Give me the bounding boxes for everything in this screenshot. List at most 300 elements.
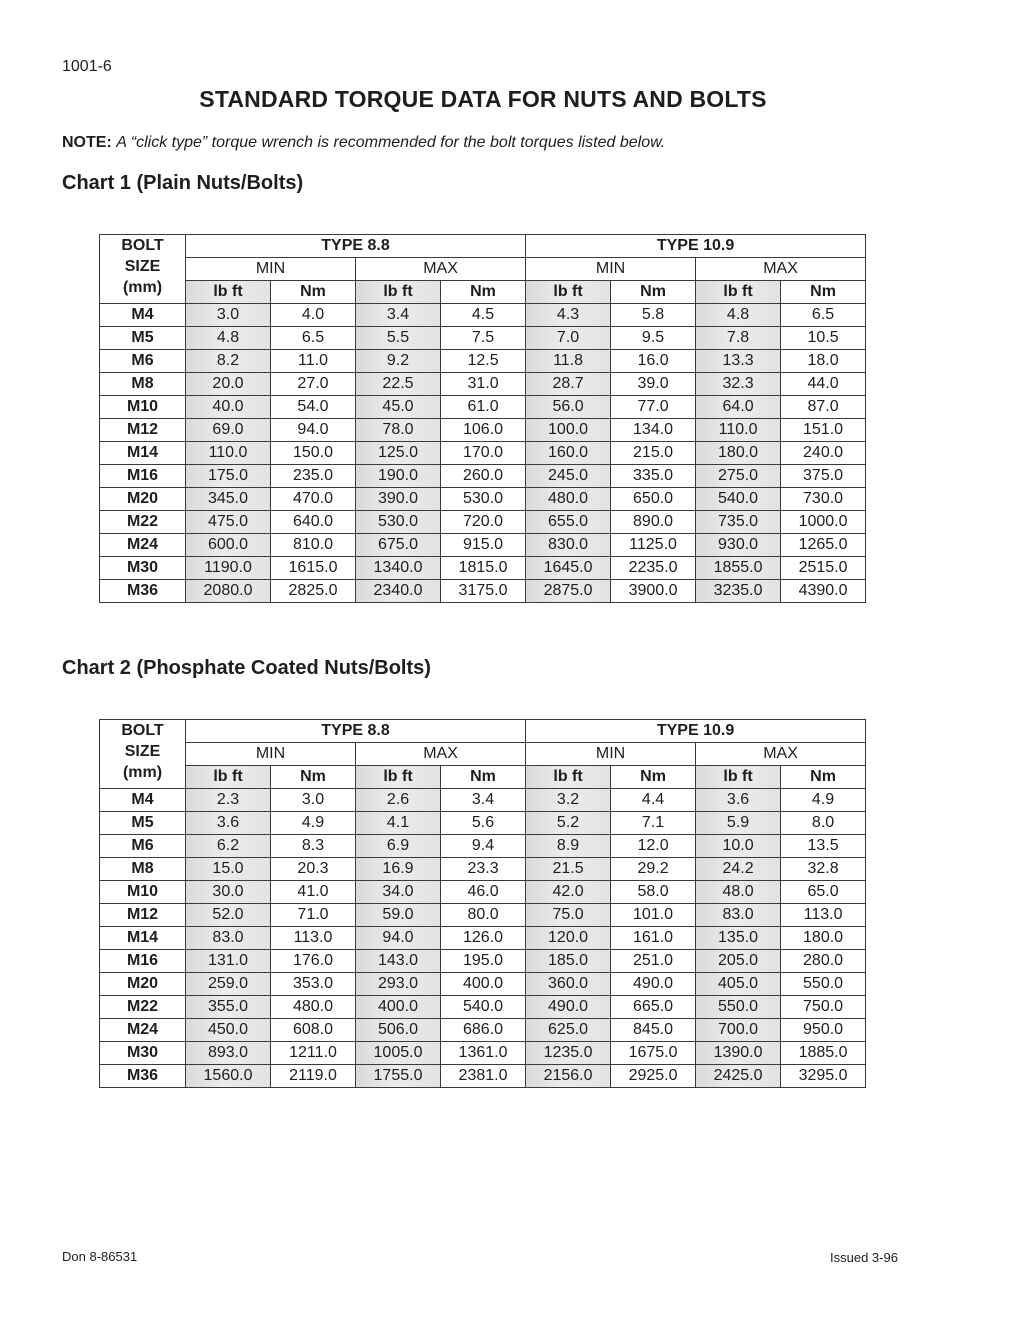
table-row: [100, 858, 866, 881]
table-row: [100, 350, 866, 373]
min-nm-10-9-cell: 490.0: [611, 973, 696, 996]
max-lbft-10-9-cell: 550.0: [696, 996, 781, 1019]
min-nm-8-8-cell: 11.0: [271, 350, 356, 373]
note-label: NOTE:: [62, 134, 112, 151]
max-lbft-8-8-cell: 2.6: [356, 789, 441, 812]
max-lbft-8-8-cell: 3.4: [356, 304, 441, 327]
lbft-header: lb ft: [356, 766, 441, 789]
size-header-line: SIZE: [124, 258, 161, 275]
max-nm-10-9-cell: 1000.0: [781, 511, 866, 534]
max-lbft-10-9-cell: 930.0: [696, 534, 781, 557]
table-row: [100, 396, 866, 419]
max-nm-8-8-cell: 686.0: [441, 1019, 526, 1042]
max-nm-8-8-cell: 530.0: [441, 488, 526, 511]
bolt-size-cell: M5: [100, 327, 186, 350]
lbft-header: lb ft: [696, 281, 781, 304]
table-row: [100, 534, 866, 557]
max-nm-8-8-cell: 540.0: [441, 996, 526, 1019]
max-lbft-8-8-cell: 190.0: [356, 465, 441, 488]
min-nm-8-8-cell: 27.0: [271, 373, 356, 396]
min-nm-8-8-cell: 41.0: [271, 881, 356, 904]
bolt-size-cell: M14: [100, 927, 186, 950]
max-nm-10-9-cell: 280.0: [781, 950, 866, 973]
bolt-size-cell: M12: [100, 419, 186, 442]
min-nm-8-8-cell: 1615.0: [271, 557, 356, 580]
max-lbft-10-9-cell: 205.0: [696, 950, 781, 973]
max-nm-10-9-cell: 113.0: [781, 904, 866, 927]
min-nm-10-9-cell: 1675.0: [611, 1042, 696, 1065]
type-8-8-header: TYPE 8.8: [186, 235, 526, 258]
table-row: [100, 304, 866, 327]
max-lbft-10-9-cell: 13.3: [696, 350, 781, 373]
min-lbft-8-8-cell: 15.0: [186, 858, 271, 881]
table-row: [100, 1042, 866, 1065]
min-lbft-8-8-cell: 355.0: [186, 996, 271, 1019]
max-nm-8-8-cell: 4.5: [441, 304, 526, 327]
max-header: MAX: [356, 258, 526, 281]
max-lbft-8-8-cell: 6.9: [356, 835, 441, 858]
bolt-size-cell: M8: [100, 373, 186, 396]
min-lbft-10-9-cell: 1645.0: [526, 557, 611, 580]
min-lbft-8-8-cell: 1190.0: [186, 557, 271, 580]
table-row: [100, 488, 866, 511]
table-row: [100, 812, 866, 835]
min-nm-10-9-cell: 845.0: [611, 1019, 696, 1042]
max-lbft-8-8-cell: 5.5: [356, 327, 441, 350]
max-lbft-10-9-cell: 48.0: [696, 881, 781, 904]
lbft-header: lb ft: [526, 281, 611, 304]
max-nm-10-9-cell: 18.0: [781, 350, 866, 373]
max-nm-10-9-cell: 4390.0: [781, 580, 866, 603]
min-lbft-10-9-cell: 655.0: [526, 511, 611, 534]
lbft-header: lb ft: [696, 766, 781, 789]
min-nm-10-9-cell: 2235.0: [611, 557, 696, 580]
min-nm-10-9-cell: 3900.0: [611, 580, 696, 603]
min-lbft-10-9-cell: 8.9: [526, 835, 611, 858]
max-nm-10-9-cell: 6.5: [781, 304, 866, 327]
min-lbft-10-9-cell: 490.0: [526, 996, 611, 1019]
max-nm-8-8-cell: 1361.0: [441, 1042, 526, 1065]
min-lbft-10-9-cell: 7.0: [526, 327, 611, 350]
table-row: [100, 789, 866, 812]
table-row: [100, 881, 866, 904]
min-nm-10-9-cell: 890.0: [611, 511, 696, 534]
min-lbft-8-8-cell: 110.0: [186, 442, 271, 465]
min-nm-8-8-cell: 235.0: [271, 465, 356, 488]
max-lbft-10-9-cell: 7.8: [696, 327, 781, 350]
min-lbft-8-8-cell: 600.0: [186, 534, 271, 557]
min-nm-8-8-cell: 810.0: [271, 534, 356, 557]
type-8-8-header: TYPE 8.8: [186, 720, 526, 743]
min-nm-8-8-cell: 470.0: [271, 488, 356, 511]
chart-2-table: [99, 719, 866, 1088]
chart-1-table: [99, 234, 866, 603]
max-lbft-10-9-cell: 32.3: [696, 373, 781, 396]
page-number: 1001-6: [62, 58, 112, 75]
max-nm-8-8-cell: 3175.0: [441, 580, 526, 603]
size-header-line: SIZE: [124, 743, 161, 760]
table-row: [100, 465, 866, 488]
min-lbft-10-9-cell: 5.2: [526, 812, 611, 835]
max-nm-10-9-cell: 730.0: [781, 488, 866, 511]
footer-document-number: Don 8-86531: [62, 1249, 138, 1264]
table-row: [100, 950, 866, 973]
max-nm-10-9-cell: 2515.0: [781, 557, 866, 580]
max-nm-10-9-cell: 1885.0: [781, 1042, 866, 1065]
max-nm-8-8-cell: 915.0: [441, 534, 526, 557]
table-row: [100, 442, 866, 465]
min-nm-8-8-cell: 608.0: [271, 1019, 356, 1042]
max-lbft-10-9-cell: 10.0: [696, 835, 781, 858]
min-nm-10-9-cell: 215.0: [611, 442, 696, 465]
max-lbft-10-9-cell: 24.2: [696, 858, 781, 881]
max-nm-10-9-cell: 65.0: [781, 881, 866, 904]
min-lbft-10-9-cell: 160.0: [526, 442, 611, 465]
table-row: [100, 580, 866, 603]
bolt-size-cell: M5: [100, 812, 186, 835]
min-lbft-8-8-cell: 2.3: [186, 789, 271, 812]
nm-header: Nm: [271, 766, 356, 789]
bolt-size-cell: M6: [100, 350, 186, 373]
max-lbft-8-8-cell: 1340.0: [356, 557, 441, 580]
max-lbft-8-8-cell: 400.0: [356, 996, 441, 1019]
max-nm-10-9-cell: 4.9: [781, 789, 866, 812]
min-lbft-8-8-cell: 893.0: [186, 1042, 271, 1065]
max-nm-8-8-cell: 23.3: [441, 858, 526, 881]
bolt-size-cell: M6: [100, 835, 186, 858]
min-nm-8-8-cell: 2119.0: [271, 1065, 356, 1088]
bolt-header-line: BOLT: [121, 722, 164, 739]
bolt-header-line: BOLT: [121, 237, 164, 254]
min-nm-10-9-cell: 7.1: [611, 812, 696, 835]
min-lbft-8-8-cell: 2080.0: [186, 580, 271, 603]
min-lbft-10-9-cell: 11.8: [526, 350, 611, 373]
max-lbft-10-9-cell: 4.8: [696, 304, 781, 327]
max-nm-10-9-cell: 375.0: [781, 465, 866, 488]
min-lbft-8-8-cell: 83.0: [186, 927, 271, 950]
table-row: [100, 1019, 866, 1042]
min-lbft-8-8-cell: 8.2: [186, 350, 271, 373]
bolt-size-header: [100, 720, 186, 789]
min-lbft-8-8-cell: 131.0: [186, 950, 271, 973]
min-nm-8-8-cell: 20.3: [271, 858, 356, 881]
max-lbft-8-8-cell: 22.5: [356, 373, 441, 396]
max-nm-10-9-cell: 180.0: [781, 927, 866, 950]
bolt-size-cell: M22: [100, 996, 186, 1019]
min-nm-10-9-cell: 4.4: [611, 789, 696, 812]
min-nm-10-9-cell: 39.0: [611, 373, 696, 396]
max-lbft-10-9-cell: 3.6: [696, 789, 781, 812]
min-nm-10-9-cell: 161.0: [611, 927, 696, 950]
min-nm-8-8-cell: 4.9: [271, 812, 356, 835]
min-nm-8-8-cell: 353.0: [271, 973, 356, 996]
min-lbft-8-8-cell: 20.0: [186, 373, 271, 396]
max-lbft-8-8-cell: 94.0: [356, 927, 441, 950]
nm-header: Nm: [611, 281, 696, 304]
max-lbft-10-9-cell: 1390.0: [696, 1042, 781, 1065]
page-title: STANDARD TORQUE DATA FOR NUTS AND BOLTS: [199, 86, 767, 112]
chart-2-title: Chart 2 (Phosphate Coated Nuts/Bolts): [62, 657, 431, 679]
bolt-size-cell: M14: [100, 442, 186, 465]
table-row: [100, 996, 866, 1019]
nm-header: Nm: [441, 766, 526, 789]
min-nm-8-8-cell: 640.0: [271, 511, 356, 534]
bolt-size-cell: M4: [100, 304, 186, 327]
max-nm-8-8-cell: 2381.0: [441, 1065, 526, 1088]
min-nm-10-9-cell: 16.0: [611, 350, 696, 373]
max-lbft-10-9-cell: 735.0: [696, 511, 781, 534]
table-row: [100, 327, 866, 350]
min-lbft-10-9-cell: 245.0: [526, 465, 611, 488]
max-nm-8-8-cell: 400.0: [441, 973, 526, 996]
max-lbft-10-9-cell: 110.0: [696, 419, 781, 442]
max-lbft-8-8-cell: 4.1: [356, 812, 441, 835]
min-nm-10-9-cell: 251.0: [611, 950, 696, 973]
min-nm-10-9-cell: 650.0: [611, 488, 696, 511]
max-nm-8-8-cell: 1815.0: [441, 557, 526, 580]
min-nm-10-9-cell: 134.0: [611, 419, 696, 442]
bolt-size-cell: M16: [100, 950, 186, 973]
max-nm-10-9-cell: 240.0: [781, 442, 866, 465]
min-lbft-8-8-cell: 259.0: [186, 973, 271, 996]
min-nm-8-8-cell: 4.0: [271, 304, 356, 327]
min-header: MIN: [526, 258, 696, 281]
min-nm-10-9-cell: 12.0: [611, 835, 696, 858]
min-nm-8-8-cell: 150.0: [271, 442, 356, 465]
min-lbft-10-9-cell: 75.0: [526, 904, 611, 927]
bolt-size-cell: M36: [100, 580, 186, 603]
max-header: MAX: [356, 743, 526, 766]
max-nm-8-8-cell: 3.4: [441, 789, 526, 812]
min-nm-10-9-cell: 2925.0: [611, 1065, 696, 1088]
footer-issue-date: Issued 3-96: [830, 1250, 898, 1265]
min-nm-8-8-cell: 8.3: [271, 835, 356, 858]
min-lbft-10-9-cell: 56.0: [526, 396, 611, 419]
max-nm-10-9-cell: 3295.0: [781, 1065, 866, 1088]
max-lbft-8-8-cell: 78.0: [356, 419, 441, 442]
max-nm-10-9-cell: 10.5: [781, 327, 866, 350]
note-text: A “click type” torque wrench is recommended for the bolt torques listed below.: [116, 134, 666, 151]
min-nm-10-9-cell: 101.0: [611, 904, 696, 927]
max-lbft-8-8-cell: 9.2: [356, 350, 441, 373]
max-lbft-8-8-cell: 1005.0: [356, 1042, 441, 1065]
min-nm-8-8-cell: 6.5: [271, 327, 356, 350]
min-lbft-8-8-cell: 69.0: [186, 419, 271, 442]
max-lbft-10-9-cell: 180.0: [696, 442, 781, 465]
max-header: MAX: [696, 743, 866, 766]
max-nm-8-8-cell: 170.0: [441, 442, 526, 465]
min-nm-8-8-cell: 480.0: [271, 996, 356, 1019]
bolt-size-cell: M24: [100, 1019, 186, 1042]
nm-header: Nm: [781, 281, 866, 304]
min-lbft-10-9-cell: 4.3: [526, 304, 611, 327]
bolt-size-cell: M10: [100, 396, 186, 419]
min-lbft-8-8-cell: 450.0: [186, 1019, 271, 1042]
table-row: [100, 419, 866, 442]
min-lbft-10-9-cell: 2875.0: [526, 580, 611, 603]
max-nm-8-8-cell: 7.5: [441, 327, 526, 350]
table-row: [100, 511, 866, 534]
min-lbft-8-8-cell: 52.0: [186, 904, 271, 927]
max-nm-10-9-cell: 8.0: [781, 812, 866, 835]
bolt-size-cell: M4: [100, 789, 186, 812]
min-lbft-10-9-cell: 28.7: [526, 373, 611, 396]
min-lbft-8-8-cell: 3.0: [186, 304, 271, 327]
max-nm-8-8-cell: 126.0: [441, 927, 526, 950]
max-lbft-10-9-cell: 2425.0: [696, 1065, 781, 1088]
bolt-size-cell: M20: [100, 488, 186, 511]
min-header: MIN: [526, 743, 696, 766]
bolt-size-cell: M24: [100, 534, 186, 557]
max-lbft-10-9-cell: 700.0: [696, 1019, 781, 1042]
max-lbft-8-8-cell: 530.0: [356, 511, 441, 534]
max-nm-10-9-cell: 550.0: [781, 973, 866, 996]
chart-1-title: Chart 1 (Plain Nuts/Bolts): [62, 172, 304, 194]
max-lbft-8-8-cell: 1755.0: [356, 1065, 441, 1088]
min-nm-10-9-cell: 1125.0: [611, 534, 696, 557]
nm-header: Nm: [441, 281, 526, 304]
min-nm-10-9-cell: 58.0: [611, 881, 696, 904]
bolt-size-cell: M36: [100, 1065, 186, 1088]
table-row: [100, 973, 866, 996]
min-nm-8-8-cell: 176.0: [271, 950, 356, 973]
min-lbft-8-8-cell: 1560.0: [186, 1065, 271, 1088]
min-lbft-10-9-cell: 2156.0: [526, 1065, 611, 1088]
min-lbft-8-8-cell: 30.0: [186, 881, 271, 904]
type-10-9-header: TYPE 10.9: [526, 235, 866, 258]
lbft-header: lb ft: [356, 281, 441, 304]
max-lbft-10-9-cell: 3235.0: [696, 580, 781, 603]
mm-header-line: (mm): [122, 279, 163, 296]
max-header: MAX: [696, 258, 866, 281]
bolt-size-cell: M30: [100, 1042, 186, 1065]
min-nm-8-8-cell: 2825.0: [271, 580, 356, 603]
max-nm-8-8-cell: 80.0: [441, 904, 526, 927]
max-nm-10-9-cell: 13.5: [781, 835, 866, 858]
bolt-size-cell: M22: [100, 511, 186, 534]
max-lbft-10-9-cell: 275.0: [696, 465, 781, 488]
max-nm-8-8-cell: 260.0: [441, 465, 526, 488]
max-lbft-10-9-cell: 135.0: [696, 927, 781, 950]
min-nm-10-9-cell: 29.2: [611, 858, 696, 881]
max-lbft-8-8-cell: 34.0: [356, 881, 441, 904]
bolt-size-cell: M8: [100, 858, 186, 881]
nm-header: Nm: [271, 281, 356, 304]
min-nm-8-8-cell: 3.0: [271, 789, 356, 812]
min-header: MIN: [186, 258, 356, 281]
max-lbft-8-8-cell: 125.0: [356, 442, 441, 465]
min-lbft-8-8-cell: 345.0: [186, 488, 271, 511]
max-nm-10-9-cell: 1265.0: [781, 534, 866, 557]
min-nm-8-8-cell: 113.0: [271, 927, 356, 950]
type-10-9-header: TYPE 10.9: [526, 720, 866, 743]
table-row: [100, 1065, 866, 1088]
table-row: [100, 373, 866, 396]
note: [62, 134, 665, 152]
min-lbft-10-9-cell: 21.5: [526, 858, 611, 881]
min-lbft-10-9-cell: 625.0: [526, 1019, 611, 1042]
max-lbft-10-9-cell: 83.0: [696, 904, 781, 927]
min-lbft-10-9-cell: 480.0: [526, 488, 611, 511]
min-nm-10-9-cell: 77.0: [611, 396, 696, 419]
min-nm-10-9-cell: 665.0: [611, 996, 696, 1019]
max-nm-8-8-cell: 720.0: [441, 511, 526, 534]
max-nm-10-9-cell: 32.8: [781, 858, 866, 881]
nm-header: Nm: [781, 766, 866, 789]
min-lbft-10-9-cell: 3.2: [526, 789, 611, 812]
max-nm-8-8-cell: 106.0: [441, 419, 526, 442]
bolt-size-header: [100, 235, 186, 304]
max-nm-8-8-cell: 31.0: [441, 373, 526, 396]
table-row: [100, 904, 866, 927]
lbft-header: lb ft: [526, 766, 611, 789]
min-header: MIN: [186, 743, 356, 766]
bolt-size-cell: M12: [100, 904, 186, 927]
max-lbft-8-8-cell: 59.0: [356, 904, 441, 927]
min-lbft-8-8-cell: 175.0: [186, 465, 271, 488]
min-lbft-10-9-cell: 42.0: [526, 881, 611, 904]
max-lbft-8-8-cell: 390.0: [356, 488, 441, 511]
min-lbft-10-9-cell: 185.0: [526, 950, 611, 973]
max-lbft-8-8-cell: 675.0: [356, 534, 441, 557]
max-lbft-10-9-cell: 5.9: [696, 812, 781, 835]
min-lbft-10-9-cell: 360.0: [526, 973, 611, 996]
min-nm-10-9-cell: 9.5: [611, 327, 696, 350]
min-nm-10-9-cell: 5.8: [611, 304, 696, 327]
min-nm-8-8-cell: 54.0: [271, 396, 356, 419]
nm-header: Nm: [611, 766, 696, 789]
max-nm-8-8-cell: 5.6: [441, 812, 526, 835]
bolt-size-cell: M16: [100, 465, 186, 488]
max-lbft-10-9-cell: 540.0: [696, 488, 781, 511]
max-lbft-8-8-cell: 2340.0: [356, 580, 441, 603]
min-lbft-10-9-cell: 830.0: [526, 534, 611, 557]
min-lbft-8-8-cell: 4.8: [186, 327, 271, 350]
min-nm-10-9-cell: 335.0: [611, 465, 696, 488]
max-lbft-8-8-cell: 143.0: [356, 950, 441, 973]
min-lbft-10-9-cell: 100.0: [526, 419, 611, 442]
min-nm-8-8-cell: 94.0: [271, 419, 356, 442]
max-lbft-8-8-cell: 45.0: [356, 396, 441, 419]
lbft-header: lb ft: [186, 766, 271, 789]
min-lbft-10-9-cell: 120.0: [526, 927, 611, 950]
max-nm-8-8-cell: 61.0: [441, 396, 526, 419]
min-nm-8-8-cell: 71.0: [271, 904, 356, 927]
max-lbft-8-8-cell: 506.0: [356, 1019, 441, 1042]
table-row: [100, 557, 866, 580]
max-nm-10-9-cell: 87.0: [781, 396, 866, 419]
min-nm-8-8-cell: 1211.0: [271, 1042, 356, 1065]
max-nm-8-8-cell: 9.4: [441, 835, 526, 858]
max-nm-10-9-cell: 151.0: [781, 419, 866, 442]
table-row: [100, 835, 866, 858]
max-lbft-8-8-cell: 293.0: [356, 973, 441, 996]
table-row: [100, 927, 866, 950]
max-nm-8-8-cell: 195.0: [441, 950, 526, 973]
max-nm-8-8-cell: 12.5: [441, 350, 526, 373]
min-lbft-8-8-cell: 40.0: [186, 396, 271, 419]
lbft-header: lb ft: [186, 281, 271, 304]
mm-header-line: (mm): [122, 764, 163, 781]
max-lbft-10-9-cell: 1855.0: [696, 557, 781, 580]
max-nm-8-8-cell: 46.0: [441, 881, 526, 904]
min-lbft-8-8-cell: 6.2: [186, 835, 271, 858]
bolt-size-cell: M10: [100, 881, 186, 904]
min-lbft-8-8-cell: 475.0: [186, 511, 271, 534]
min-lbft-8-8-cell: 3.6: [186, 812, 271, 835]
max-nm-10-9-cell: 44.0: [781, 373, 866, 396]
max-nm-10-9-cell: 950.0: [781, 1019, 866, 1042]
